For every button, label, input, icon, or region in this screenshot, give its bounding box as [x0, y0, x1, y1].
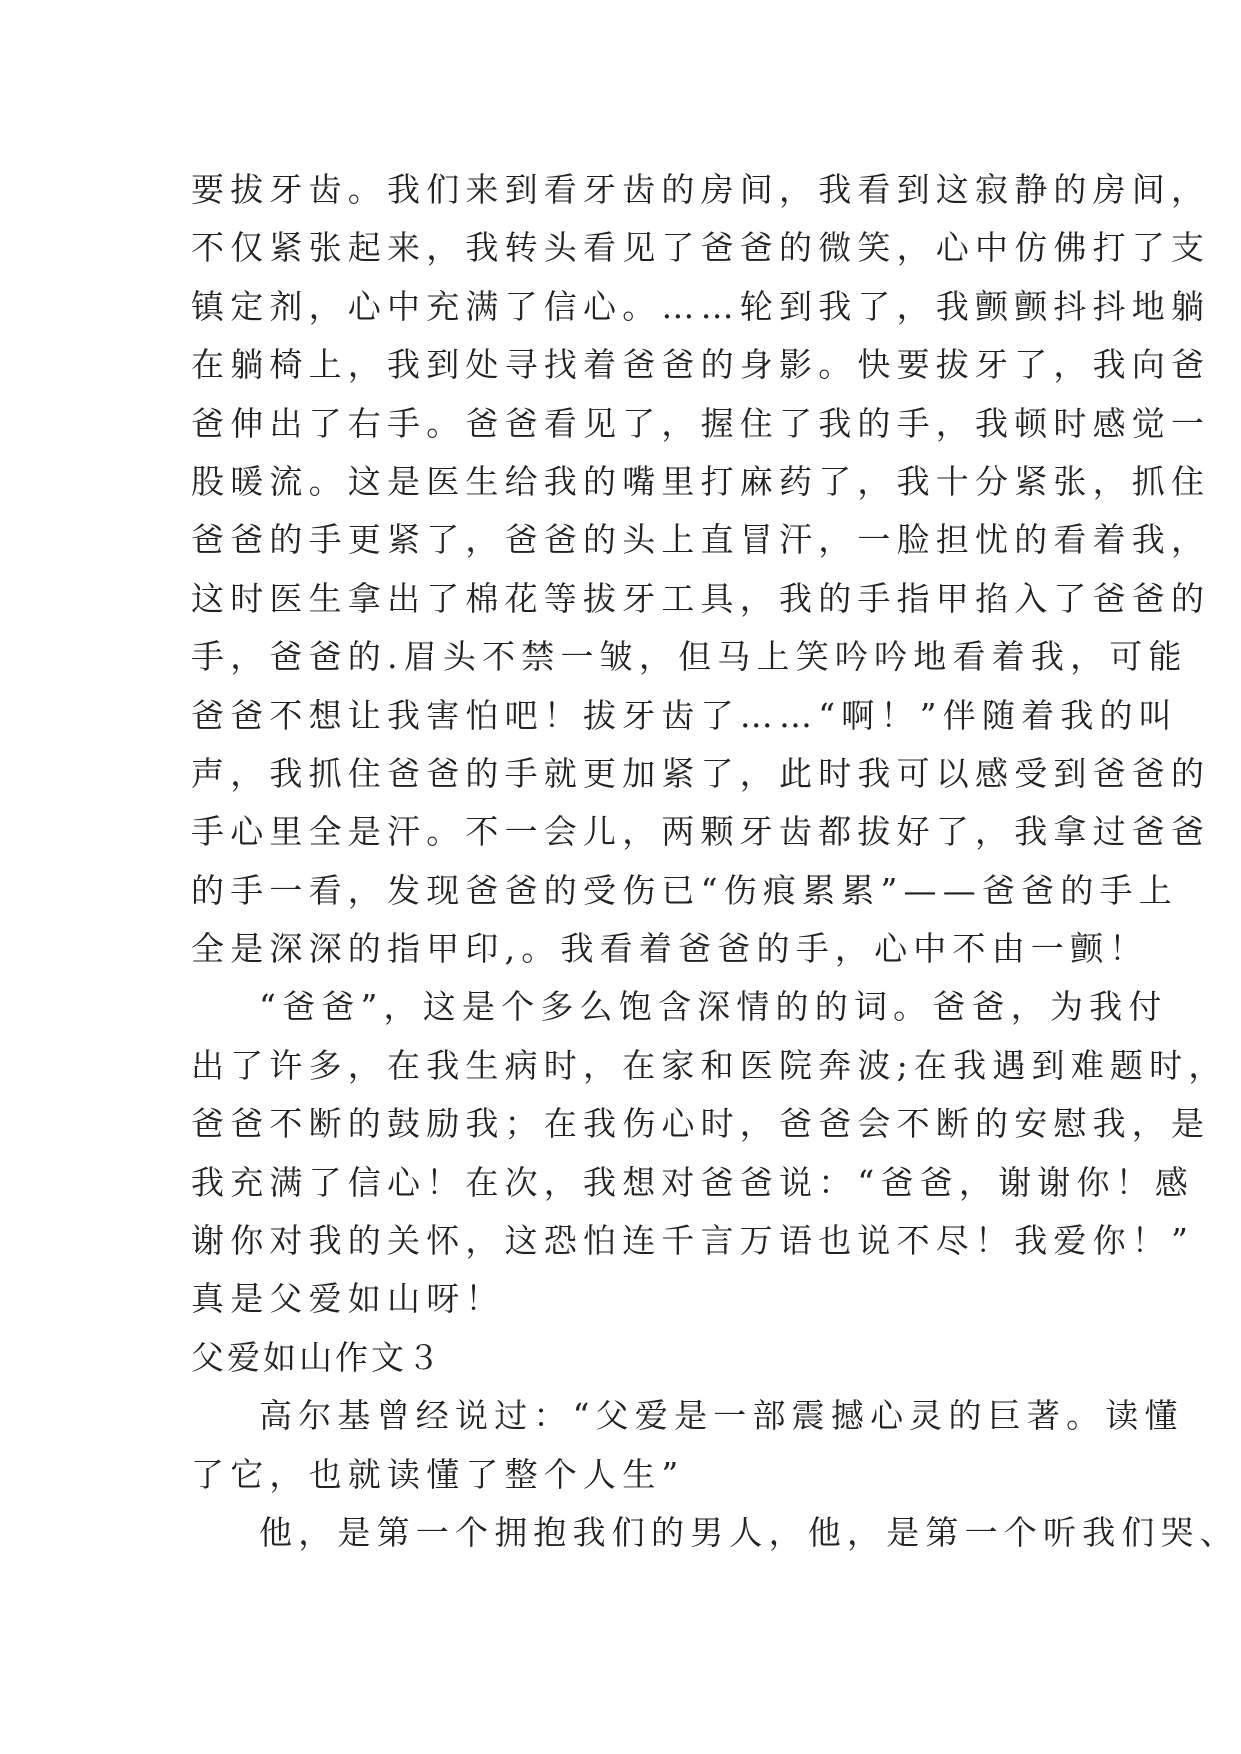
text-line: 爸爸的手更紧了，爸爸的头上直冒汗，一脸担忧的看着我， — [191, 520, 1211, 560]
text-line: 手，爸爸的.眉头不禁一皱，但马上笑吟吟地看着我，可能 — [191, 637, 1188, 677]
paragraph-first-line: “爸爸”，这是个多么饱含深情的的词。爸爸，为我付 — [259, 987, 1168, 1027]
text-line: 股暖流。这是医生给我的嘴里打麻药了，我十分紧张，抓住 — [191, 461, 1211, 501]
text-line: 爸爸不断的鼓励我；在我伤心时，爸爸会不断的安慰我，是 — [191, 1104, 1211, 1144]
text-line: 我充满了信心！在次，我想对爸爸说：“爸爸，谢谢你！感 — [191, 1162, 1195, 1202]
text-line: 真是父爱如山呀！ — [191, 1279, 505, 1319]
text-line: 不仅紧张起来，我转头看见了爸爸的微笑，心中仿佛打了支 — [191, 228, 1211, 268]
text-line: 了它，也就读懂了整个人生” — [191, 1454, 685, 1494]
text-line: 出了许多，在我生病时，在家和医院奔波;在我遇到难题时， — [191, 1045, 1228, 1085]
text-line: 这时医生拿出了棉花等拔牙工具，我的手指甲掐入了爸爸的 — [191, 578, 1211, 618]
document-body — [191, 161, 1239, 1562]
paragraph-first-line: 高尔基曾经说过：“父爱是一部震撼心灵的巨著。读懂 — [259, 1396, 1184, 1436]
text-line: 爸伸出了右手。爸爸看见了，握住了我的手，我顿时感觉一 — [191, 403, 1211, 443]
text-line: 谢你对我的关怀，这恐怕连千言万语也说不尽！我爱你！” — [191, 1221, 1195, 1261]
text-line: 声，我抓住爸爸的手就更加紧了，此时我可以感受到爸爸的 — [191, 753, 1211, 793]
text-line: 全是深深的指甲印,。我看着爸爸的手，心中不由一颤！ — [191, 929, 1149, 969]
text-line: 在躺椅上，我到处寻找着爸爸的身影。快要拔牙了，我向爸 — [191, 345, 1211, 385]
paragraph-first-line: 他，是第一个拥抱我们的男人，他，是第一个听我们哭、 — [259, 1512, 1239, 1552]
text-line: 的手一看，发现爸爸的受伤已“伤痕累累”——爸爸的手上 — [191, 870, 1178, 910]
section-heading: 父爱如山作文３ — [191, 1337, 443, 1377]
text-line: 手心里全是汗。不一会儿，两颗牙齿都拔好了，我拿过爸爸 — [191, 812, 1211, 852]
text-line: 镇定剂，心中充满了信心。……轮到我了，我颤颤抖抖地躺 — [191, 286, 1211, 326]
text-line: 爸爸不想让我害怕吧！拔牙齿了……“啊！”伴随着我的叫 — [191, 695, 1178, 735]
text-line: 要拔牙齿。我们来到看牙齿的房间，我看到这寂静的房间， — [191, 170, 1211, 209]
